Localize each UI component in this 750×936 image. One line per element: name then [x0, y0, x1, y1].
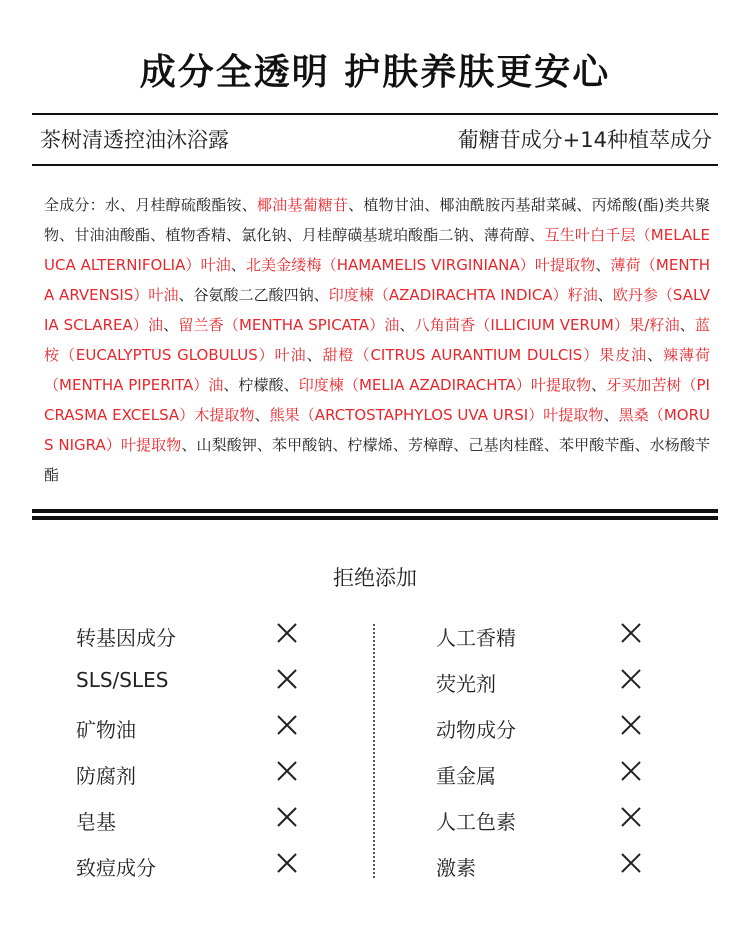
ingredient-highlight: 印度楝（AZADIRACHTA INDICA）籽油 — [328, 286, 598, 304]
exclusion-item — [76, 796, 346, 842]
exclusions-right-column — [436, 612, 706, 888]
ingredient-text: 、山梨酸钾、苯甲酸钠、柠檬烯、芳樟醇、己基肉桂醛、苯甲酸苄酯、水杨酸苄酯 — [44, 436, 710, 484]
exclusion-label: SLS/SLES — [76, 668, 169, 692]
ingredient-text: 、 — [597, 286, 613, 304]
exclusion-item — [76, 704, 346, 750]
exclusion-label: 动物成分 — [436, 718, 516, 742]
cross-icon — [620, 806, 642, 828]
exclusion-item — [76, 612, 346, 658]
ingredient-text: 、 — [230, 256, 246, 274]
ingredient-list — [44, 190, 710, 490]
ingredient-highlight: 辣薄荷（MENTHA PIPERITA）油 — [44, 346, 710, 394]
exclusion-item — [436, 842, 706, 888]
ingredient-text: 、 — [679, 316, 695, 334]
ingredient-text: 、 — [647, 346, 664, 364]
ingredient-text: 、 — [399, 316, 415, 334]
exclusions-title: 拒绝添加 — [333, 566, 417, 590]
ingredient-highlight: 黑桑（MORUS NIGRA）叶提取物 — [44, 406, 710, 454]
cross-icon — [276, 622, 298, 644]
ingredient-text: 全成分：水、月桂醇硫酸酯铵、 — [44, 196, 257, 214]
ingredient-highlight: 熊果（ARCTOSTAPHYLOS UVA URSI）叶提取物 — [269, 406, 604, 424]
section-divider-top — [32, 509, 718, 513]
exclusion-item — [436, 612, 706, 658]
section-divider-bottom — [32, 516, 718, 520]
cross-icon — [620, 668, 642, 690]
ingredient-text: 、植物甘油、椰油酰胺丙基甜菜碱、丙烯酸(酯)类共聚物、甘油油酸酯、植物香精、氯化钠、月桂醇磺基琥珀酸酯二钠、薄荷醇、 — [44, 196, 710, 244]
exclusion-label: 荧光剂 — [436, 672, 496, 696]
cross-icon — [276, 852, 298, 874]
ingredient-highlight: 甜橙（CITRUS AURANTIUM DULCIS）果皮油 — [322, 346, 648, 364]
page-title: 成分全透明 护肤养肤更安心 — [139, 52, 611, 93]
exclusion-item — [436, 704, 706, 750]
feature-summary: 葡糖苷成分+14种植萃成分 — [457, 128, 712, 152]
subbar-divider — [32, 164, 718, 166]
ingredient-highlight: 八角茴香（ILLICIUM VERUM）果/籽油 — [414, 316, 680, 334]
cross-icon — [276, 668, 298, 690]
product-name: 茶树清透控油沐浴露 — [40, 128, 229, 152]
exclusion-item — [436, 658, 706, 704]
ingredient-highlight: 欧丹参（SALVIA SCLAREA）油 — [44, 286, 710, 334]
cross-icon — [276, 806, 298, 828]
exclusion-label: 矿物油 — [76, 718, 136, 742]
ingredient-text: 、 — [591, 376, 607, 394]
exclusion-item — [76, 658, 346, 704]
cross-icon — [620, 760, 642, 782]
ingredient-text: 、 — [595, 256, 611, 274]
ingredient-highlight: 北美金缕梅（HAMAMELIS VIRGINIANA）叶提取物 — [245, 256, 596, 274]
ingredient-text: 、柠檬酸、 — [223, 376, 299, 394]
ingredient-text: 、 — [603, 406, 619, 424]
ingredient-highlight: 留兰香（MENTHA SPICATA）油 — [178, 316, 400, 334]
exclusion-item — [436, 796, 706, 842]
exclusion-label: 重金属 — [436, 764, 496, 788]
exclusion-item — [436, 750, 706, 796]
exclusion-label: 防腐剂 — [76, 764, 136, 788]
cross-icon — [276, 714, 298, 736]
cross-icon — [620, 852, 642, 874]
ingredient-highlight: 互生叶白千层（MELALEUCA ALTERNIFOLIA）叶油 — [44, 226, 710, 274]
ingredient-highlight: 蓝桉（EUCALYPTUS GLOBULUS）叶油 — [44, 316, 710, 364]
column-divider — [373, 624, 375, 878]
exclusion-label: 转基因成分 — [76, 626, 176, 650]
ingredient-text: 、 — [306, 346, 323, 364]
ingredient-highlight: 椰油基葡糖苷 — [256, 196, 349, 214]
ingredient-text: 、 — [254, 406, 270, 424]
exclusion-label: 人工香精 — [436, 626, 516, 650]
ingredient-highlight: 印度楝（MELIA AZADIRACHTA）叶提取物 — [298, 376, 592, 394]
cross-icon — [276, 760, 298, 782]
exclusion-label: 皂基 — [76, 810, 116, 834]
ingredient-highlight: 牙买加苦树（PICRASMA EXCELSA）木提取物 — [44, 376, 710, 424]
exclusion-label: 人工色素 — [436, 810, 516, 834]
exclusion-label: 致痘成分 — [76, 856, 156, 880]
ingredient-text: 、谷氨酸二乙酸四钠、 — [178, 286, 329, 304]
ingredient-highlight: 薄荷（MENTHA ARVENSIS）叶油 — [44, 256, 710, 304]
exclusions-left-column — [76, 612, 346, 888]
cross-icon — [620, 714, 642, 736]
top-divider — [32, 113, 718, 115]
cross-icon — [620, 622, 642, 644]
ingredient-text: 、 — [163, 316, 179, 334]
exclusion-item — [76, 842, 346, 888]
exclusion-item — [76, 750, 346, 796]
exclusion-label: 激素 — [436, 856, 476, 880]
